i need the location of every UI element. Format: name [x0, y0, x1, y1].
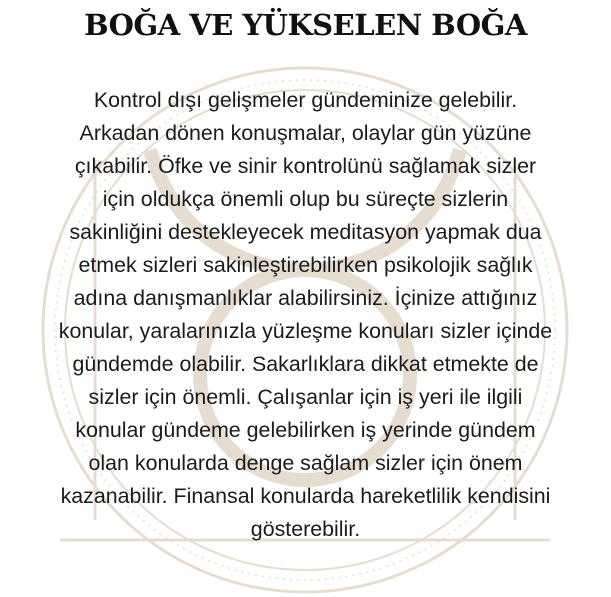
paragraph-line: sakinliğini destekleyecek meditasyon yapmak dua	[69, 220, 542, 244]
paragraph-line: kazanabilir. Finansal konularda hareketlilik kendisini	[60, 484, 551, 508]
paragraph-line: Arkadan dönen konuşmalar, olaylar gün yüzüne	[79, 121, 532, 145]
paragraph-line: sizler için önemli. Çalışanlar için iş yeri ile ilgili	[88, 385, 523, 409]
paragraph-line: konular gündeme gelebilirken iş yerinde gündem	[75, 418, 536, 442]
paragraph-line: adına danışmanlıklar alabilirsiniz. İçinize attığınız	[73, 286, 538, 310]
paragraph-line: gündemde olabilir. Sakarlıklara dikkat etmekte de	[72, 352, 539, 376]
page-title: BOĞA VE YÜKSELEN BOĞA	[84, 8, 527, 42]
horoscope-paragraph	[6, 84, 605, 546]
paragraph-line: etmek sizleri sakinleştirebilirken psikolojik sağlık	[78, 253, 533, 277]
paragraph-line: konular, yaralarınızla yüzleşme konuları sizler içinde	[58, 319, 553, 343]
paragraph-line: olan konularda denge sağlam sizler için önem	[88, 451, 523, 475]
paragraph-line: Kontrol dışı gelişmeler gündeminize gelebilir.	[93, 88, 518, 112]
paragraph-line: gösterebilir.	[250, 517, 361, 541]
paragraph-line: için oldukça önemli olup bu süreçte sizlerin	[102, 187, 509, 211]
paragraph-line: çıkabilir. Öfke ve sinir kontrolünü sağlamak sizler	[74, 154, 537, 178]
